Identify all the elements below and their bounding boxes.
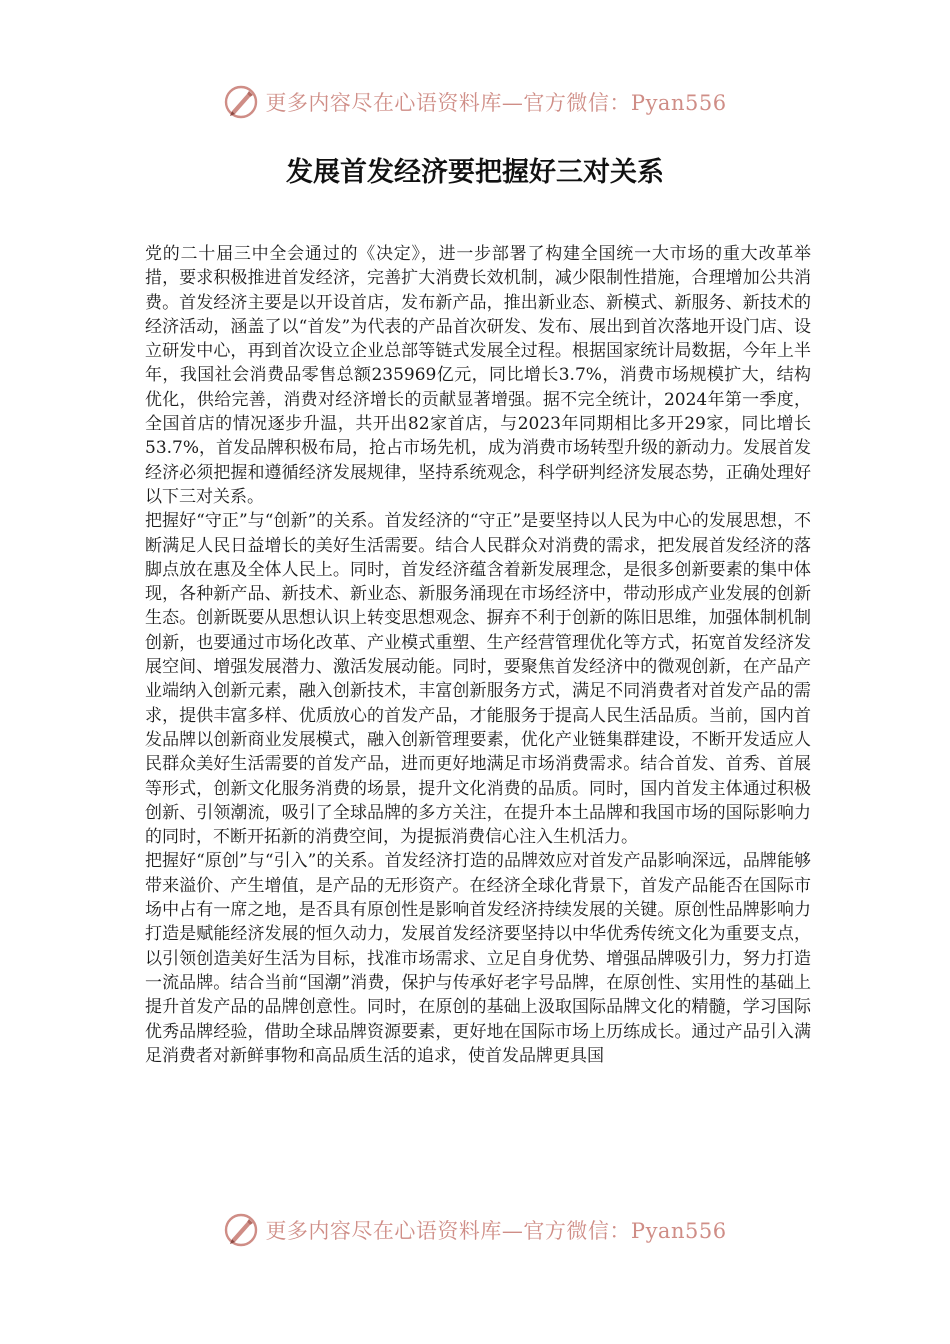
document-title: 发展首发经济要把握好三对关系: [286, 157, 664, 188]
pen-logo-icon: [223, 1212, 259, 1248]
paragraph-intro: 党的二十届三中全会通过的《决定》，进一步部署了构建全国统一大市场的重大改革举措，要求积极推进首发经济，完善扩大消费长效机制，减少限制性措施，合理增加公共消费。首发经济主要是以开设首店，发布新产品，推出新业态、新模式、新服务、新技术的经济活动，涵盖了以“首发”为代表的产品首次研发、发布、展出到首次落地开设门店、设立研发中心，再到首次设立企业总部等链式发展全过程。根据国家统计局数据，今年上半年，我国社会消费品零售总额235969亿元，同比增长3.7%，消费市场规模扩大，结构优化，供给完善，消费对经济增长的贡献显著增强。据不完全统计，2024年第一季度，全国首店的情况逐步升温，共开出82家首店，与2023年同期相比多开29家，同比增长53.7%，首发品牌积极布局，抢占市场先机，成为消费市场转型升级的新动力。发展首发经济必须把握和遵循经济发展规律，坚持系统观念，科学研判经济发展态势，正确处理好以下三对关系。: [145, 244, 812, 507]
paragraph-innovation: 把握好“守正”与“创新”的关系。首发经济的“守正”是要坚持以人民为中心的发展思想，不断满足人民日益增长的美好生活需要。结合人民群众对消费的需求，把发展首发经济的落脚点放在惠及全体人民上。同时，首发经济蕴含着新发展理念，是很多创新要素的集中体现，各种新产品、新技术、新业态、新服务涌现在市场经济中，带动形成产业发展的创新生态。创新既要从思想认识上转变思想观念、摒弃不利于创新的陈旧思维，加强体制机制创新，也要通过市场化改革、产业模式重塑、生产经营管理优化等方式，拓宽首发经济发展空间、增强发展潜力、激活发展动能。同时，要聚焦首发经济中的微观创新，在产品产业端纳入创新元素，融入创新技术，丰富创新服务方式，满足不同消费者对首发产品的需求，提供丰富多样、优质放心的首发产品，才能服务于提高人民生活品质。当前，国内首发品牌以创新商业发展模式，融入创新管理要素，优化产业链集群建设，不断开发适应人民群众美好生活需要的首发产品，进而更好地满足市场消费需求。结合首发、首秀、首展等形式，创新文化服务消费的场景，提升文化消费的品质。同时，国内首发主体通过积极创新、引领潮流，吸引了全球品牌的多方关注，在提升本土品牌和我国市场的国际影响力的同时，不断开拓新的消费空间，为提振消费信心注入生机活力。: [145, 511, 811, 848]
document-body: [145, 242, 811, 1068]
watermark-text: 更多内容尽在心语资料库—官方微信：Pyan556: [265, 1219, 727, 1243]
header-watermark-banner: [0, 82, 950, 122]
pen-logo-icon: [223, 84, 259, 120]
paragraph-original: 把握好“原创”与“引入”的关系。首发经济打造的品牌效应对首发产品影响深远，品牌能够带来溢价、产生增值，是产品的无形资产。在经济全球化背景下，首发产品能否在国际市场中占有一席之地，是否具有原创性是影响首发经济持续发展的关键。原创性品牌影响力打造是赋能经济发展的恒久动力，发展首发经济要坚持以中华优秀传统文化为重要支点，以引领创造美好生活为目标，找准市场需求、立足自身优势、增强品牌吸引力，努力打造一流品牌。结合当前“国潮”消费，保护与传承好老字号品牌，在原创性、实用性的基础上提升首发产品的品牌创意性。同时，在原创的基础上汲取国际品牌文化的精髓，学习国际优秀品牌经验，借助全球品牌资源要素，更好地在国际市场上历练成长。通过产品引入满足消费者对新鲜事物和高品质生活的追求，使首发品牌更具国: [145, 851, 811, 1066]
footer-watermark-banner: [0, 1210, 950, 1250]
watermark-text: 更多内容尽在心语资料库—官方微信：Pyan556: [265, 91, 727, 115]
